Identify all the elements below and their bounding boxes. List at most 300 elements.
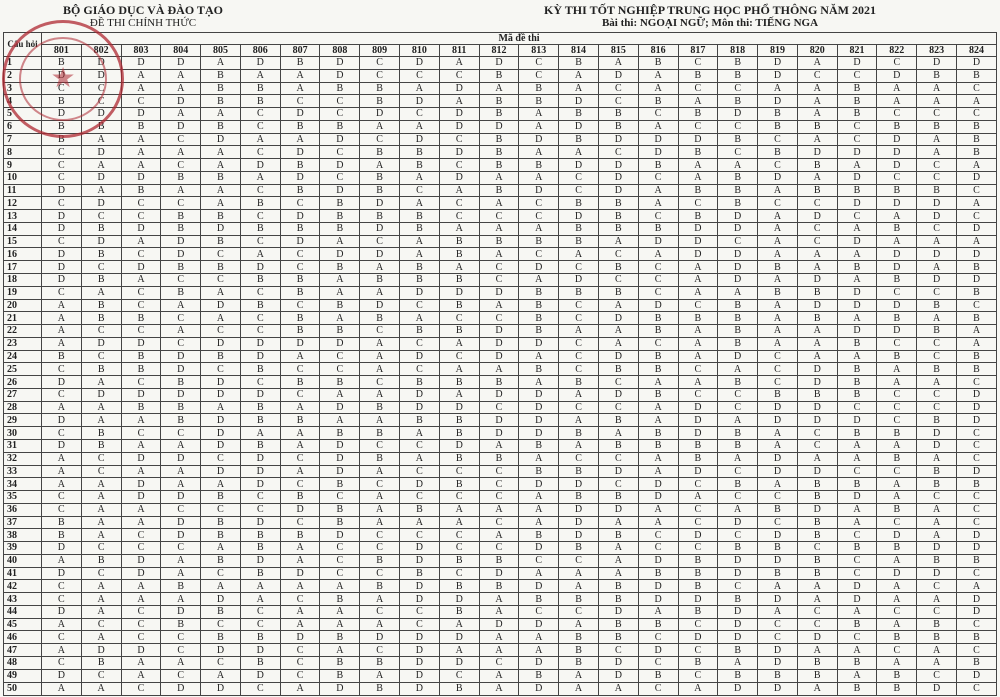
answer-cell: B — [201, 631, 241, 644]
answer-cell: D — [797, 146, 837, 159]
answer-cell: B — [240, 274, 280, 287]
answer-cell: D — [758, 95, 798, 108]
answer-cell: C — [42, 146, 82, 159]
answer-cell: C — [837, 133, 877, 146]
answer-cell: A — [718, 363, 758, 376]
answer-cell: A — [877, 439, 917, 452]
answer-cell: A — [121, 503, 161, 516]
answer-cell: A — [439, 337, 479, 350]
answer-cell: B — [678, 439, 718, 452]
answer-cell: A — [877, 363, 917, 376]
answer-cell: A — [837, 248, 877, 261]
answer-cell: D — [121, 108, 161, 121]
answer-cell: D — [479, 120, 519, 133]
answer-cell: C — [678, 618, 718, 631]
answer-cell: D — [320, 401, 360, 414]
answer-cell: D — [280, 337, 320, 350]
answer-cell: A — [360, 350, 400, 363]
answer-cell: C — [81, 95, 121, 108]
answer-cell: A — [400, 312, 440, 325]
answer-cell: B — [559, 222, 599, 235]
answer-cell: C — [917, 222, 957, 235]
answer-cell: A — [758, 427, 798, 440]
answer-cell: A — [320, 605, 360, 618]
answer-cell: D — [758, 644, 798, 657]
answer-cell: B — [877, 120, 917, 133]
answer-cell: C — [519, 605, 559, 618]
answer-cell: B — [201, 554, 241, 567]
answer-cell: A — [121, 669, 161, 682]
answer-cell: D — [320, 439, 360, 452]
answer-cell: C — [360, 567, 400, 580]
answer-cell: B — [678, 452, 718, 465]
answer-cell: A — [400, 427, 440, 440]
answer-cell: B — [678, 656, 718, 669]
answer-cell: D — [519, 542, 559, 555]
answer-cell: C — [956, 184, 996, 197]
question-number-cell: 38 — [4, 529, 42, 542]
answer-cell: B — [400, 274, 440, 287]
answer-cell: A — [320, 644, 360, 657]
answer-cell: A — [877, 376, 917, 389]
answer-cell: A — [479, 605, 519, 618]
answer-cell: B — [240, 82, 280, 95]
answer-cell: A — [678, 171, 718, 184]
answer-cell: B — [161, 376, 201, 389]
answer-cell: C — [400, 299, 440, 312]
answer-cell: C — [718, 465, 758, 478]
answer-cell: C — [917, 669, 957, 682]
answer-cell: D — [479, 618, 519, 631]
answer-cell: C — [479, 478, 519, 491]
answer-cell: D — [42, 210, 82, 223]
answer-cell: A — [439, 184, 479, 197]
answer-cell: A — [201, 286, 241, 299]
answer-cell: A — [678, 682, 718, 695]
answer-cell: B — [320, 82, 360, 95]
answer-cell: C — [956, 618, 996, 631]
answer-cell: B — [638, 669, 678, 682]
answer-cell: A — [479, 222, 519, 235]
answer-cell: B — [877, 669, 917, 682]
answer-cell: D — [121, 491, 161, 504]
answer-cell: C — [519, 248, 559, 261]
answer-cell: C — [360, 376, 400, 389]
answer-cell: B — [598, 529, 638, 542]
answer-cell: C — [479, 312, 519, 325]
table-row — [4, 133, 997, 146]
answer-cell: B — [917, 299, 957, 312]
answer-cell: C — [121, 299, 161, 312]
answer-cell: A — [121, 146, 161, 159]
exam-code-cell: 820 — [797, 45, 837, 57]
answer-cell: B — [877, 274, 917, 287]
answer-cell: B — [360, 210, 400, 223]
answer-cell: C — [81, 210, 121, 223]
answer-cell: A — [201, 542, 241, 555]
answer-cell: B — [240, 95, 280, 108]
answer-cell: A — [917, 376, 957, 389]
answer-cell: A — [121, 69, 161, 82]
answer-cell: B — [81, 274, 121, 287]
answer-cell: A — [81, 580, 121, 593]
exam-code-cell: 823 — [917, 45, 957, 57]
answer-cell: C — [320, 542, 360, 555]
answer-cell: D — [638, 133, 678, 146]
answer-cell: A — [718, 656, 758, 669]
table-code-title-row — [4, 33, 997, 45]
answer-cell: B — [837, 95, 877, 108]
answer-cell: C — [718, 401, 758, 414]
answer-cell: B — [718, 644, 758, 657]
table-row — [4, 274, 997, 287]
answer-cell: C — [42, 388, 82, 401]
answer-cell: B — [797, 286, 837, 299]
table-row — [4, 631, 997, 644]
answer-cell: B — [400, 159, 440, 172]
answer-cell: D — [42, 439, 82, 452]
answer-cell: C — [161, 427, 201, 440]
answer-cell: D — [598, 69, 638, 82]
answer-cell: C — [598, 376, 638, 389]
answer-cell: B — [519, 529, 559, 542]
answer-cell: B — [559, 631, 599, 644]
answer-cell: A — [917, 82, 957, 95]
answer-cell: B — [758, 108, 798, 121]
answer-cell: A — [161, 567, 201, 580]
answer-cell: D — [837, 325, 877, 338]
answer-cell: A — [161, 299, 201, 312]
answer-cell: D — [320, 57, 360, 70]
answer-cell: B — [360, 82, 400, 95]
answer-cell: C — [559, 605, 599, 618]
answer-cell: B — [519, 82, 559, 95]
answer-cell: C — [201, 325, 241, 338]
answer-cell: A — [519, 222, 559, 235]
answer-cell: A — [559, 146, 599, 159]
answer-cell: D — [161, 57, 201, 70]
answer-cell: D — [519, 656, 559, 669]
answer-cell: C — [439, 529, 479, 542]
answer-cell: C — [280, 197, 320, 210]
answer-cell: C — [81, 618, 121, 631]
answer-cell: C — [598, 82, 638, 95]
answer-cell: D — [956, 274, 996, 287]
answer-cell: A — [360, 414, 400, 427]
answer-cell: C — [877, 516, 917, 529]
answer-cell: C — [678, 363, 718, 376]
answer-cell: B — [837, 376, 877, 389]
answer-cell: C — [797, 605, 837, 618]
answer-cell: A — [917, 261, 957, 274]
answer-cell: D — [519, 388, 559, 401]
question-number-cell: 2 — [4, 69, 42, 82]
answer-cell: B — [917, 184, 957, 197]
answer-cell: D — [638, 593, 678, 606]
table-row — [4, 171, 997, 184]
answer-cell: A — [161, 108, 201, 121]
answer-cell: C — [678, 299, 718, 312]
answer-cell: B — [877, 184, 917, 197]
answer-cell: A — [439, 388, 479, 401]
answer-cell: B — [240, 439, 280, 452]
answer-cell: B — [81, 656, 121, 669]
answer-cell: C — [280, 644, 320, 657]
answer-cell: A — [758, 580, 798, 593]
answer-cell: A — [439, 222, 479, 235]
answer-cell: B — [758, 120, 798, 133]
table-row — [4, 529, 997, 542]
answer-cell: B — [320, 120, 360, 133]
answer-cell: B — [758, 542, 798, 555]
answer-cell: D — [678, 593, 718, 606]
answer-cell: B — [797, 159, 837, 172]
answer-cell: B — [280, 159, 320, 172]
answer-cell: A — [956, 95, 996, 108]
answer-cell: D — [360, 108, 400, 121]
answer-cell: B — [42, 95, 82, 108]
answer-cell: D — [638, 580, 678, 593]
answer-cell: D — [439, 171, 479, 184]
answer-cell: C — [42, 631, 82, 644]
answer-cell: B — [280, 312, 320, 325]
answer-cell: C — [42, 491, 82, 504]
answer-cell: B — [797, 529, 837, 542]
answer-cell: A — [121, 580, 161, 593]
answer-cell: B — [519, 286, 559, 299]
answer-cell: D — [42, 414, 82, 427]
answer-cell: C — [360, 478, 400, 491]
answer-cell: D — [240, 388, 280, 401]
answer-cell: B — [797, 388, 837, 401]
answer-cell: D — [638, 146, 678, 159]
answer-cell: A — [758, 235, 798, 248]
answer-cell: D — [877, 197, 917, 210]
answer-cell: B — [797, 312, 837, 325]
answer-cell: C — [877, 605, 917, 618]
answer-cell: C — [280, 363, 320, 376]
answer-cell: A — [42, 452, 82, 465]
question-number-cell: 32 — [4, 452, 42, 465]
answer-cell: B — [956, 656, 996, 669]
answer-cell: A — [956, 325, 996, 338]
answer-cell: D — [678, 235, 718, 248]
answer-cell: D — [121, 337, 161, 350]
answer-cell: B — [240, 529, 280, 542]
answer-cell: A — [81, 159, 121, 172]
answer-cell: C — [917, 401, 957, 414]
answer-cell: D — [638, 299, 678, 312]
answer-cell: B — [42, 57, 82, 70]
answer-cell: B — [439, 299, 479, 312]
answer-cell: A — [559, 414, 599, 427]
answer-cell: C — [320, 108, 360, 121]
answer-cell: B — [559, 235, 599, 248]
answer-cell: D — [837, 414, 877, 427]
answer-cell: D — [439, 656, 479, 669]
answer-cell: A — [678, 274, 718, 287]
answer-cell: A — [439, 363, 479, 376]
answer-cell: A — [479, 171, 519, 184]
answer-cell: A — [320, 235, 360, 248]
answer-cell: D — [598, 312, 638, 325]
answer-cell: D — [42, 108, 82, 121]
answer-cell: A — [598, 542, 638, 555]
answer-cell: D — [400, 593, 440, 606]
answer-cell: D — [917, 197, 957, 210]
question-number-cell: 17 — [4, 261, 42, 274]
answer-cell: B — [559, 465, 599, 478]
answer-cell: D — [240, 516, 280, 529]
answer-cell: C — [240, 312, 280, 325]
answer-cell: B — [797, 184, 837, 197]
answer-cell: D — [439, 120, 479, 133]
answer-cell: B — [917, 325, 957, 338]
answer-cell: D — [956, 669, 996, 682]
answer-cell: A — [837, 439, 877, 452]
official-seal-stamp — [2, 20, 124, 138]
answer-cell: A — [758, 82, 798, 95]
answer-cell: B — [678, 146, 718, 159]
answer-cell: D — [320, 248, 360, 261]
answer-cell: C — [638, 274, 678, 287]
answer-cell: A — [638, 197, 678, 210]
question-column-header: Câu hỏi — [4, 33, 42, 57]
answer-cell: D — [320, 184, 360, 197]
answer-cell: B — [240, 631, 280, 644]
answer-cell: C — [678, 644, 718, 657]
table-row — [4, 235, 997, 248]
answer-cell: B — [758, 567, 798, 580]
answer-cell: D — [400, 669, 440, 682]
answer-cell: D — [201, 337, 241, 350]
answer-cell: D — [320, 465, 360, 478]
answer-cell: B — [638, 222, 678, 235]
answer-cell: C — [42, 197, 82, 210]
answer-cell: B — [320, 669, 360, 682]
answer-cell: A — [121, 274, 161, 287]
answer-cell: C — [121, 376, 161, 389]
answer-cell: D — [718, 248, 758, 261]
answer-cell: D — [877, 261, 917, 274]
answer-cell: D — [400, 57, 440, 70]
answer-cell: A — [121, 133, 161, 146]
answer-cell: A — [638, 248, 678, 261]
answer-cell: B — [956, 631, 996, 644]
question-number-cell: 30 — [4, 427, 42, 440]
answer-cell: C — [42, 427, 82, 440]
answer-cell: D — [559, 503, 599, 516]
answer-cell: A — [280, 605, 320, 618]
answer-cell: C — [956, 682, 996, 695]
answer-cell: C — [320, 146, 360, 159]
answer-cell: B — [400, 567, 440, 580]
answer-cell: A — [678, 337, 718, 350]
answer-cell: C — [240, 108, 280, 121]
answer-cell: A — [598, 235, 638, 248]
answer-cell: B — [758, 503, 798, 516]
answer-cell: A — [877, 235, 917, 248]
answer-cell: A — [519, 376, 559, 389]
answer-cell: A — [519, 491, 559, 504]
answer-cell: A — [837, 350, 877, 363]
answer-cell: D — [678, 414, 718, 427]
answer-cell: B — [121, 312, 161, 325]
answer-cell: D — [917, 427, 957, 440]
answer-cell: A — [956, 235, 996, 248]
table-row — [4, 210, 997, 223]
answer-cell: C — [360, 325, 400, 338]
answer-cell: A — [360, 286, 400, 299]
answer-cell: A — [598, 682, 638, 695]
answer-cell: B — [161, 414, 201, 427]
question-number-cell: 23 — [4, 337, 42, 350]
answer-cell: B — [559, 644, 599, 657]
answer-cell: C — [956, 376, 996, 389]
answer-cell: D — [121, 171, 161, 184]
question-number-cell: 13 — [4, 210, 42, 223]
answer-cell: D — [479, 388, 519, 401]
answer-cell: C — [678, 82, 718, 95]
answer-cell: B — [479, 133, 519, 146]
answer-cell: A — [280, 401, 320, 414]
answer-cell: D — [956, 57, 996, 70]
answer-cell: B — [320, 631, 360, 644]
exam-code-cell: 817 — [678, 45, 718, 57]
answer-cell: A — [797, 82, 837, 95]
answer-cell: C — [718, 235, 758, 248]
answer-cell: A — [758, 439, 798, 452]
exam-code-cell: 818 — [718, 45, 758, 57]
answer-cell: A — [479, 439, 519, 452]
answer-cell: A — [161, 656, 201, 669]
answer-cell: B — [917, 618, 957, 631]
answer-cell: B — [559, 108, 599, 121]
answer-cell: A — [479, 669, 519, 682]
answer-cell: B — [837, 682, 877, 695]
answer-cell: A — [161, 465, 201, 478]
answer-cell: B — [837, 656, 877, 669]
question-number-cell: 42 — [4, 580, 42, 593]
answer-cell: C — [758, 516, 798, 529]
answer-cell: D — [439, 593, 479, 606]
question-number-cell: 50 — [4, 682, 42, 695]
answer-cell: A — [877, 618, 917, 631]
answer-cell: C — [718, 146, 758, 159]
answer-cell: D — [439, 401, 479, 414]
answer-cell: B — [360, 184, 400, 197]
answer-cell: B — [161, 210, 201, 223]
answer-cell: A — [837, 452, 877, 465]
answer-cell: A — [479, 82, 519, 95]
answer-cell: D — [758, 656, 798, 669]
answer-cell: D — [718, 682, 758, 695]
answer-cell: C — [837, 529, 877, 542]
answer-cell: C — [559, 184, 599, 197]
answer-cell: C — [81, 542, 121, 555]
answer-cell: C — [598, 401, 638, 414]
answer-cell: D — [758, 401, 798, 414]
answer-cell: D — [81, 337, 121, 350]
answer-cell: D — [598, 184, 638, 197]
answer-cell: A — [280, 350, 320, 363]
answer-cell: D — [678, 465, 718, 478]
answer-cell: C — [718, 491, 758, 504]
answer-cell: C — [320, 171, 360, 184]
answer-cell: B — [718, 542, 758, 555]
table-row — [4, 159, 997, 172]
answer-cell: A — [638, 452, 678, 465]
